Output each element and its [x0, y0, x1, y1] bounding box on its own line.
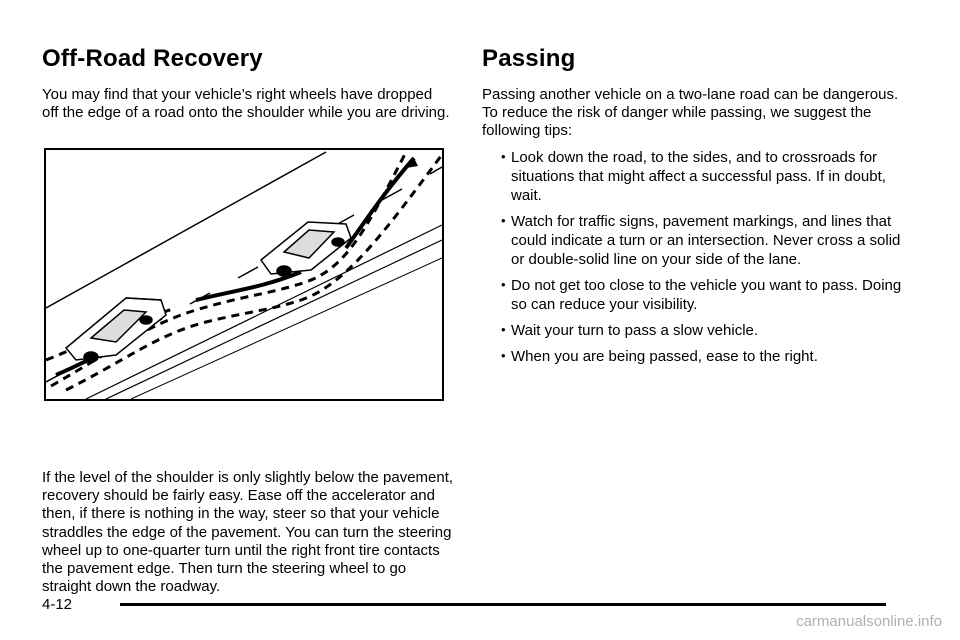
- list-item: • Wait your turn to pass a slow vehicle.: [501, 322, 759, 340]
- bullet-icon: •: [501, 149, 506, 165]
- bullet-icon: •: [501, 277, 506, 293]
- car-illustration: [261, 222, 351, 276]
- off-road-recovery-heading: Off-Road Recovery: [42, 45, 263, 72]
- road-edge-line: [46, 152, 326, 308]
- list-item: • When you are being passed, ease to the right.: [501, 348, 818, 366]
- list-item: • Watch for traffic signs, pavement markings, and lines that could indicate a turn or an intersection. Never cross a solid or double-solid line on your side of the lane.: [501, 213, 901, 269]
- bullet-icon: •: [501, 348, 506, 364]
- passing-heading: Passing: [482, 45, 576, 72]
- page-number: 4-12: [42, 596, 73, 613]
- car-illustration: [66, 298, 166, 362]
- off-road-recovery-section: [42, 40, 454, 596]
- passing-section: [482, 40, 902, 373]
- bullet-icon: •: [501, 213, 506, 229]
- watermark: carmanualsonline.info: [796, 613, 942, 630]
- list-item: • Look down the road, to the sides, and to crossroads for situations that might affect a successful pass. If in doubt, wait.: [501, 149, 886, 205]
- bullet-icon: •: [501, 322, 506, 338]
- passing-tips-list: [482, 148, 902, 366]
- off-road-recovery-intro: You may find that your vehicle’s right wheels have dropped off the edge of a road onto the shoulder while you are driving.: [42, 85, 450, 121]
- off-road-recovery-body: If the level of the shoulder is only slightly below the pavement, recovery should be fairly easy. Ease off the accelerator and then, if there is nothing in the way, steer so that your vehicle straddles the edge of the pavement. You can turn the steering wheel up to one-quarter turn until the right front tire contacts the pavement edge. Then turn the steering wheel to go straight down the roadway.: [42, 469, 454, 596]
- footer-rule: [120, 603, 886, 606]
- list-item: • Do not get too close to the vehicle you want to pass. Doing so can reduce your visibility.: [501, 277, 902, 314]
- passing-intro: Passing another vehicle on a two-lane road can be dangerous. To reduce the risk of danger while passing, we suggest the following tips:: [482, 85, 899, 140]
- road-illustration: [44, 148, 444, 401]
